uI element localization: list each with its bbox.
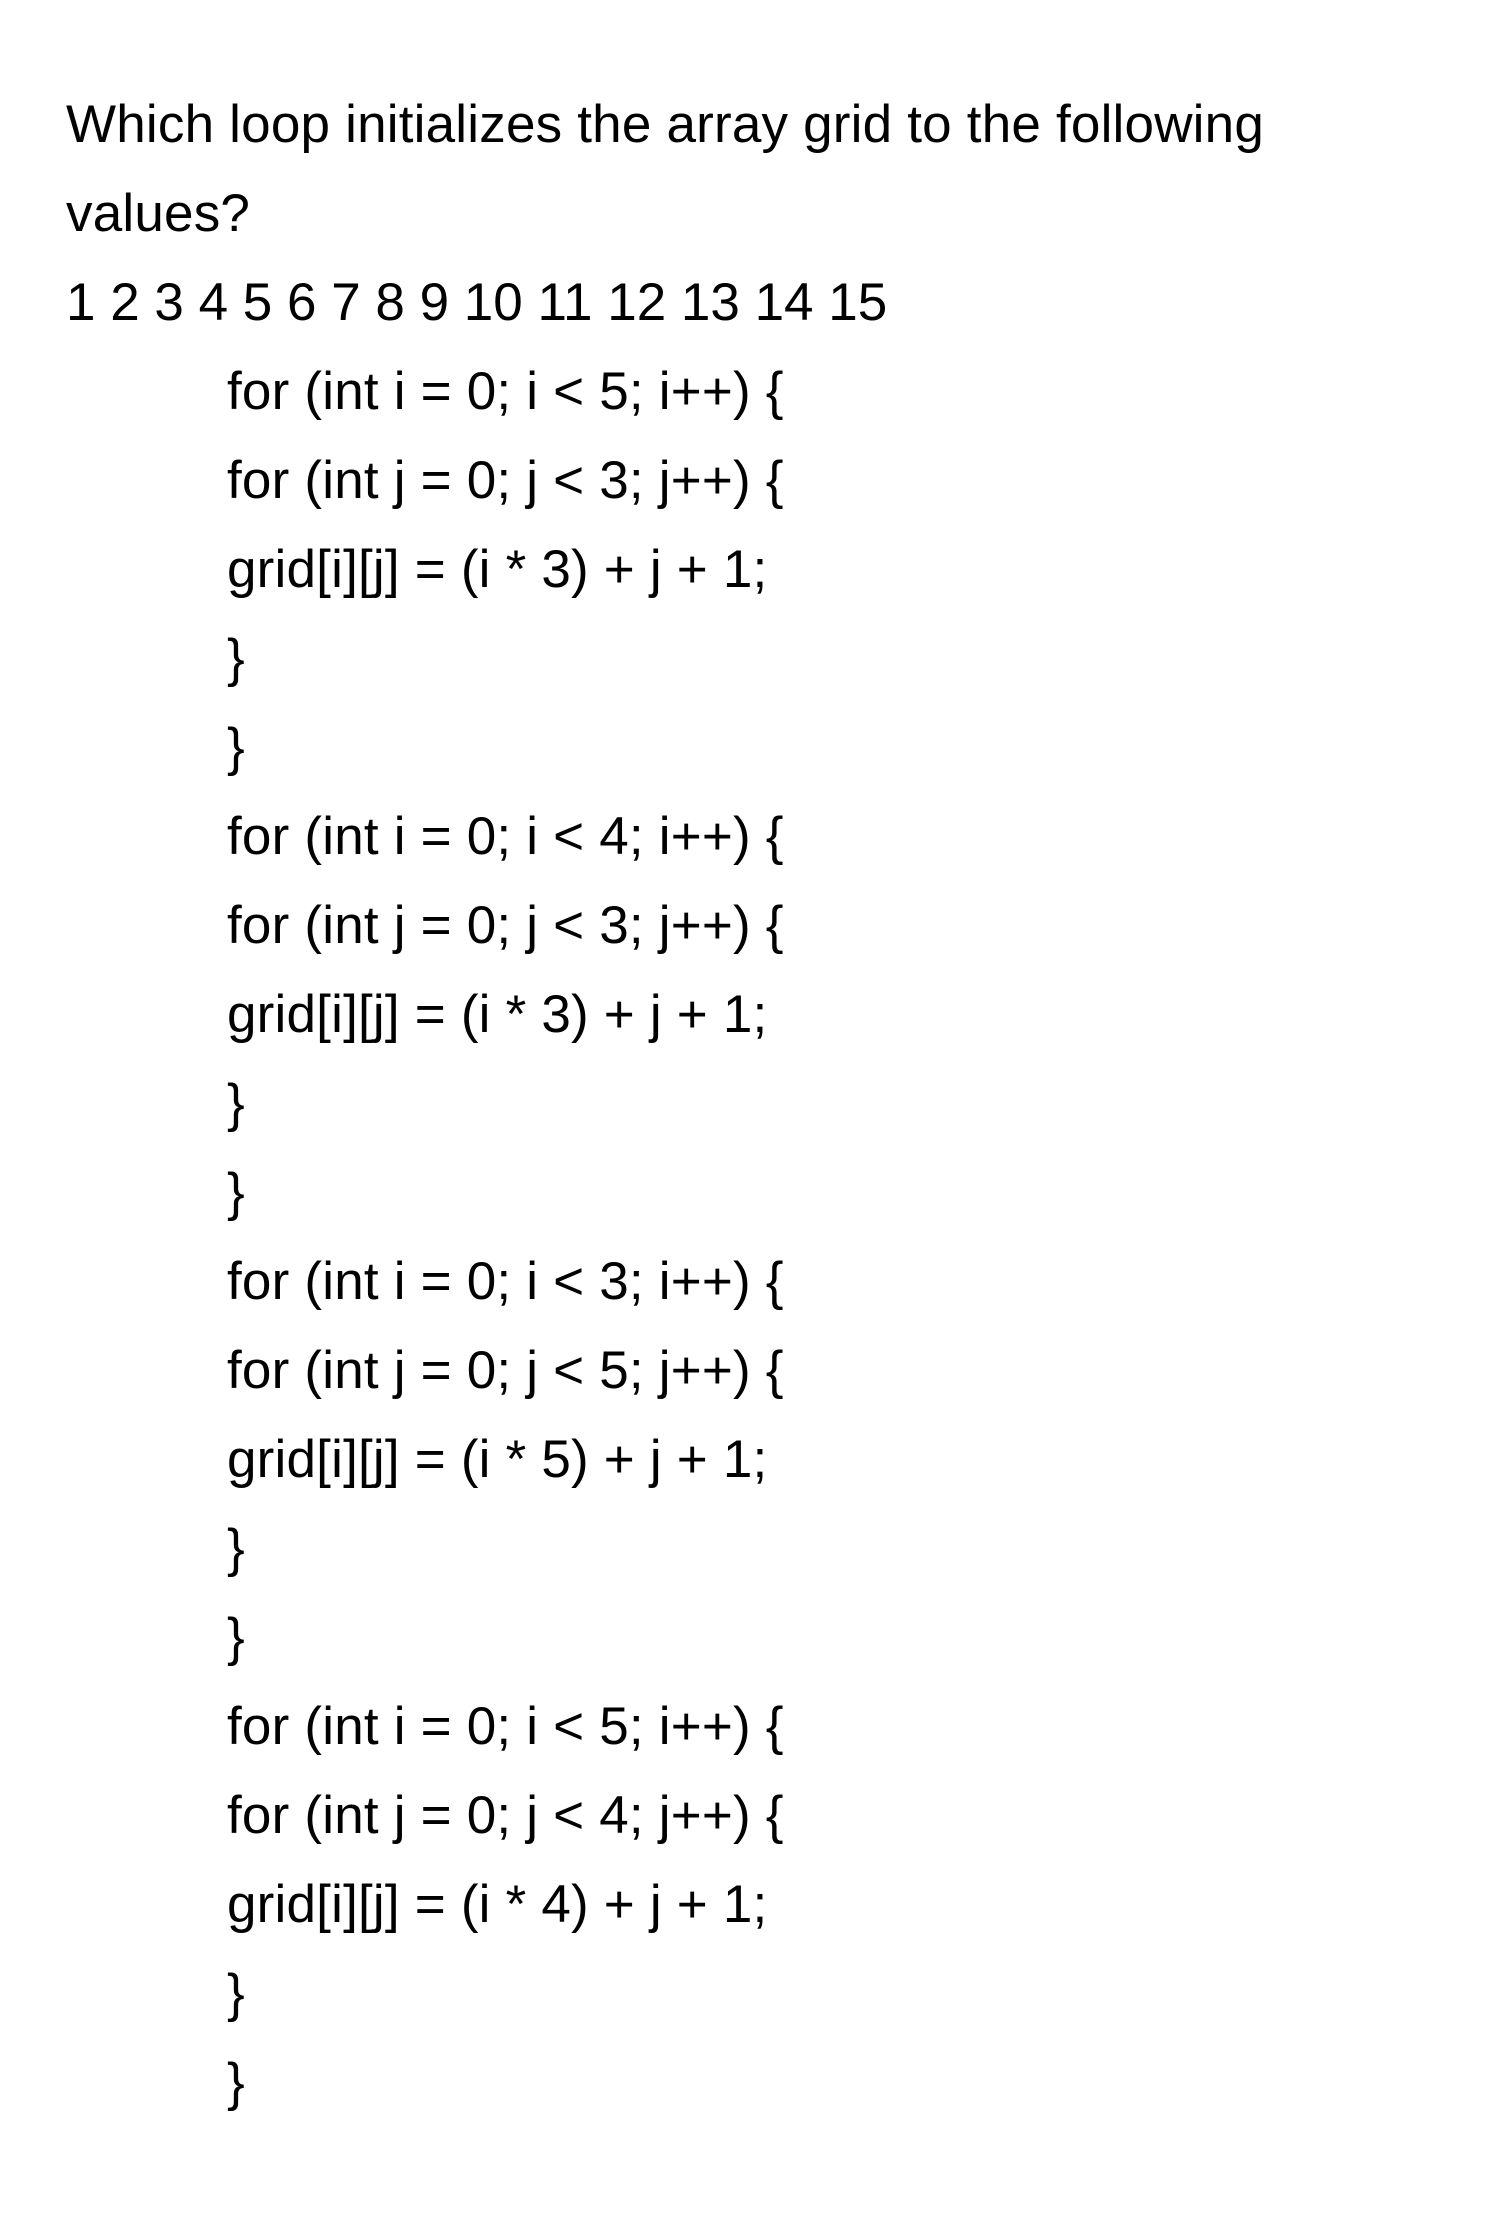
code-line: grid[i][j] = (i * 3) + j + 1; bbox=[227, 985, 768, 1044]
code-line: for (int i = 0; i < 3; i++) { bbox=[227, 1252, 784, 1311]
code-line: grid[i][j] = (i * 4) + j + 1; bbox=[227, 1875, 768, 1934]
answer-option-d[interactable] bbox=[66, 1682, 1446, 2127]
code-line: } bbox=[227, 1163, 245, 1222]
code-line: } bbox=[227, 1074, 245, 1133]
answer-option-b[interactable] bbox=[66, 792, 1446, 1237]
code-line: for (int j = 0; j < 5; j++) { bbox=[227, 1341, 784, 1400]
code-line: for (int j = 0; j < 4; j++) { bbox=[227, 1786, 784, 1845]
code-line: } bbox=[227, 718, 245, 777]
code-line: } bbox=[227, 1519, 245, 1578]
code-line: for (int i = 0; i < 5; i++) { bbox=[227, 1697, 784, 1756]
code-line: } bbox=[227, 629, 245, 688]
values-line: 1 2 3 4 5 6 7 8 9 10 11 12 13 14 15 bbox=[66, 273, 888, 332]
answer-option-c[interactable] bbox=[66, 1237, 1446, 1682]
code-line: grid[i][j] = (i * 3) + j + 1; bbox=[227, 540, 768, 599]
question-text: Which loop initializes the array grid to the following values? bbox=[66, 95, 1264, 243]
code-line: grid[i][j] = (i * 5) + j + 1; bbox=[227, 1430, 768, 1489]
code-line: } bbox=[227, 2053, 245, 2112]
question-document bbox=[66, 80, 1446, 2127]
code-line: for (int i = 0; i < 5; i++) { bbox=[227, 362, 784, 421]
code-line: } bbox=[227, 1608, 245, 1667]
code-line: } bbox=[227, 1964, 245, 2023]
code-line: for (int j = 0; j < 3; j++) { bbox=[227, 896, 784, 955]
answer-options bbox=[66, 347, 1446, 2127]
code-line: for (int j = 0; j < 3; j++) { bbox=[227, 451, 784, 510]
answer-option-a[interactable] bbox=[66, 347, 1446, 792]
code-line: for (int i = 0; i < 4; i++) { bbox=[227, 807, 784, 866]
